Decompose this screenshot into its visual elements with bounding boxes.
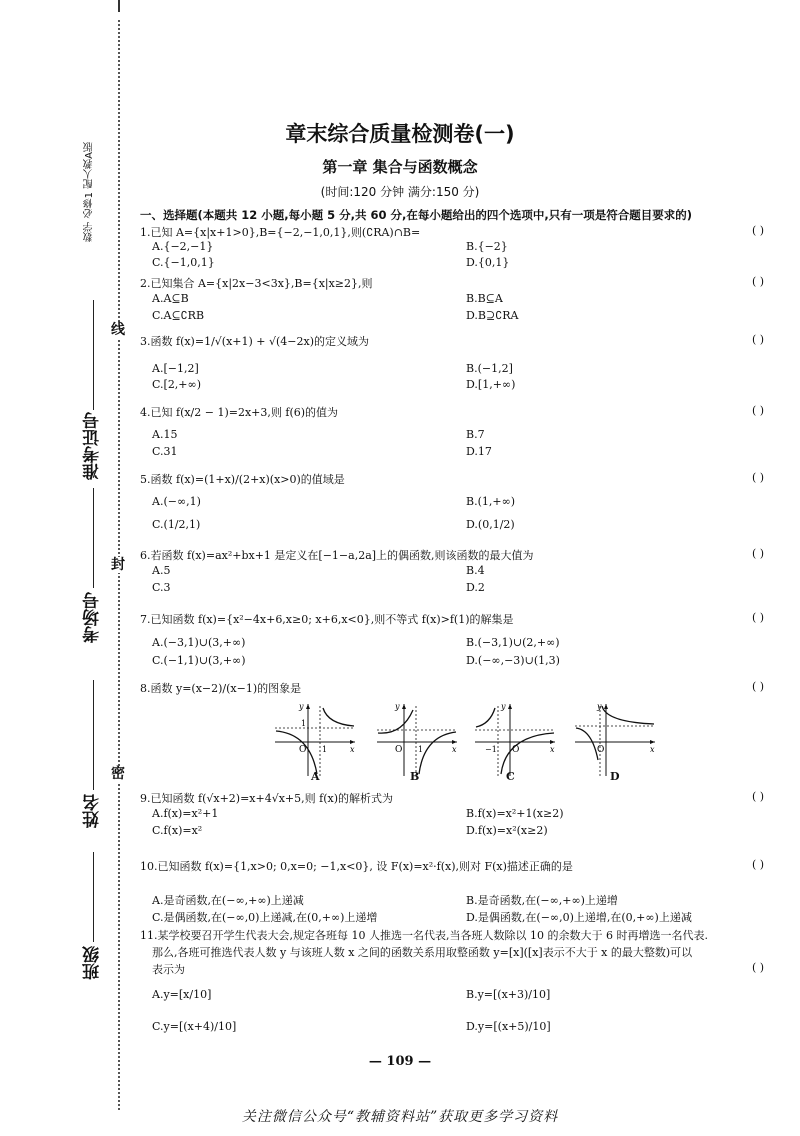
x-axis-arrow-icon: [452, 740, 457, 744]
q3-option-a: A.[−1,2]: [152, 362, 199, 375]
curve-left-branch: [576, 728, 598, 760]
y-axis-arrow-icon: [402, 704, 406, 709]
q11-option-c: C.y=[(x+4)/10]: [152, 1020, 237, 1033]
field-class: 班级: [83, 946, 103, 980]
q3-option-d: D.[1,+∞): [466, 378, 516, 391]
q4-option-a: A.15: [152, 428, 178, 441]
answer-blank-10: ( ): [752, 858, 765, 871]
x-axis-label: x: [550, 745, 555, 754]
question-7: 7.已知函数 f(x)={x²−4x+6,x≥0; x+6,x<0},则不等式 f(x)>f(1)的解集是: [140, 613, 514, 626]
y-axis-arrow-icon: [508, 704, 512, 709]
margin-top-rule: [118, 0, 120, 12]
q6-option-a: A.5: [152, 564, 171, 577]
curve-left-branch: [276, 731, 317, 774]
graph-label-a: A: [311, 770, 320, 783]
graph-option-b: [372, 700, 462, 780]
exam-info: (时间:120 分钟 满分:150 分): [320, 185, 480, 199]
y-axis-label: y: [395, 702, 400, 711]
fill-line-name: [93, 680, 94, 790]
q11-option-d: D.y=[(x+5)/10]: [466, 1020, 551, 1033]
q11-option-a: A.y=[x/10]: [152, 988, 212, 1001]
q5-option-a: A.(−∞,1): [152, 495, 201, 508]
y-axis-label: y: [501, 702, 506, 711]
seal-mark-secret: 密: [111, 766, 125, 782]
field-name: 姓名: [83, 794, 103, 828]
q3-option-c: C.[2,+∞): [152, 378, 201, 391]
fill-line-exam-id: [93, 300, 94, 410]
q10-option-a: A.是奇函数,在(−∞,+∞)上递减: [152, 894, 304, 907]
q6-option-c: C.3: [152, 581, 171, 594]
page-number: — 109 —: [368, 1054, 432, 1069]
q4-option-c: C.31: [152, 445, 178, 458]
answer-blank-5: ( ): [752, 471, 765, 484]
q7-option-b: B.(−3,1)∪(2,+∞): [466, 636, 560, 649]
field-room: 考场号: [83, 592, 103, 643]
origin-label: O: [597, 745, 605, 755]
question-3: 3.函数 f(x)=1/√(x+1) + √(4−2x)的定义域为: [140, 335, 370, 348]
question-11-line-2: 那么,各班可推选代表人数 y 与该班人数 x 之间的函数关系用取整函数 y=[x]([x]表示不大于 x 的最大整数)可以: [152, 946, 693, 959]
curve-right-branch: [501, 733, 554, 774]
x-axis-label: x: [452, 745, 457, 754]
q7-option-c: C.(−1,1)∪(3,+∞): [152, 654, 246, 667]
q5-option-c: C.(1/2,1): [152, 518, 201, 531]
origin-label: O: [299, 745, 307, 755]
answer-blank-6: ( ): [752, 547, 765, 560]
field-exam-id: 准考证号: [83, 412, 103, 480]
q6-option-d: D.2: [466, 581, 485, 594]
curve-left-branch: [378, 710, 413, 733]
graph-label-d: D: [610, 770, 620, 783]
origin-label: O: [512, 745, 520, 755]
curve-right-branch: [323, 708, 354, 726]
graph-option-d: [570, 700, 660, 780]
footer-note: 关注微信公众号“教辅资料站”获取更多学习资料: [241, 1109, 559, 1125]
question-6: 6.若函数 f(x)=ax²+bx+1 是定义在[−1−a,2a]上的偶函数,则该函数的最大值为: [140, 549, 534, 562]
q5-option-b: B.(1,+∞): [466, 495, 516, 508]
question-5: 5.函数 f(x)=(1+x)/(2+x)(x>0)的值域是: [140, 473, 345, 486]
q4-option-d: D.17: [466, 445, 492, 458]
answer-blank-11: ( ): [752, 961, 765, 974]
exam-title: 章末综合质量检测卷(一): [285, 122, 515, 146]
answer-blank-3: ( ): [752, 333, 765, 346]
question-8: 8.函数 y=(x−2)/(x−1)的图象是: [140, 682, 302, 695]
tick-label-1: 1: [418, 745, 424, 754]
x-axis-label: x: [650, 745, 655, 754]
x-axis-arrow-icon: [650, 740, 655, 744]
q9-option-c: C.f(x)=x²: [152, 824, 203, 837]
curve-right-branch: [602, 706, 654, 724]
q10-option-c: C.是偶函数,在(−∞,0)上递减,在(0,+∞)上递增: [152, 911, 378, 924]
answer-blank-4: ( ): [752, 404, 765, 417]
q1-option-b: B.{−2}: [466, 240, 508, 253]
question-11-line-3: 表示为: [152, 963, 185, 976]
q9-option-a: A.f(x)=x²+1: [152, 807, 219, 820]
q3-option-b: B.(−1,2]: [466, 362, 513, 375]
question-4: 4.已知 f(x/2 − 1)=2x+3,则 f(6)的值为: [140, 406, 339, 419]
y-axis-label: y: [597, 702, 602, 711]
q10-option-d: D.是偶函数,在(−∞,0)上递增,在(0,+∞)上递减: [466, 911, 692, 924]
answer-blank-1: ( ): [752, 224, 765, 237]
q2-option-a: A.A⊆B: [152, 292, 189, 305]
q5-option-d: D.(0,1/2): [466, 518, 515, 531]
answer-blank-9: ( ): [752, 790, 765, 803]
y-axis-label: y: [299, 702, 304, 711]
question-2: 2.已知集合 A={x|2x−3<3x},B={x|x≥2},则: [140, 277, 373, 290]
origin-label: O: [395, 745, 403, 755]
q2-option-c: C.A⊆∁RB: [152, 309, 205, 322]
q9-option-d: D.f(x)=x²(x≥2): [466, 824, 548, 837]
q1-option-a: A.{−2,−1}: [152, 240, 214, 253]
book-info: 数学 必修1 配人教A版: [84, 142, 95, 242]
question-11-line-1: 11.某学校要召开学生代表大会,规定各班每 10 人推选一名代表,当各班人数除以 10 的余数大于 6 时再增选一名代表.: [140, 929, 708, 942]
graph-label-b: B: [410, 770, 420, 783]
q7-option-d: D.(−∞,−3)∪(1,3): [466, 654, 560, 667]
seal-mark-seal: 封: [111, 557, 125, 573]
seal-mark-line: 线: [111, 322, 125, 338]
question-9: 9.已知函数 f(√x+2)=x+4√x+5,则 f(x)的解析式为: [140, 792, 393, 805]
q2-option-d: D.B⊇∁RA: [466, 309, 519, 322]
tick-label-1: 1: [322, 745, 328, 754]
y-axis-arrow-icon: [604, 704, 608, 709]
q2-option-b: B.B⊆A: [466, 292, 503, 305]
curve-left-branch: [476, 708, 495, 727]
tick-label-neg1: −1: [485, 745, 497, 754]
x-axis-label: x: [350, 745, 355, 754]
fill-line-class: [93, 852, 94, 942]
x-axis-arrow-icon: [550, 740, 555, 744]
graph-option-c: [470, 700, 560, 780]
section-heading: 一、选择题(本题共 12 小题,每小题 5 分,共 60 分,在每小题给出的四个选项中,只有一项是符合题目要求的): [140, 208, 693, 222]
fill-line-room: [93, 488, 94, 588]
q1-option-d: D.{0,1}: [466, 256, 510, 269]
graph-label-c: C: [506, 770, 515, 783]
question-10: 10.已知函数 f(x)={1,x>0; 0,x=0; −1,x<0}, 设 F(x)=x²·f(x),则对 F(x)描述正确的是: [140, 860, 573, 873]
q6-option-b: B.4: [466, 564, 485, 577]
y-axis-arrow-icon: [306, 704, 310, 709]
chapter-title: 第一章 集合与函数概念: [322, 158, 478, 176]
q9-option-b: B.f(x)=x²+1(x≥2): [466, 807, 564, 820]
q4-option-b: B.7: [466, 428, 485, 441]
graph-option-a: [270, 700, 360, 780]
answer-blank-8: ( ): [752, 680, 765, 693]
x-axis-arrow-icon: [350, 740, 355, 744]
q10-option-b: B.是奇函数,在(−∞,+∞)上递增: [466, 894, 618, 907]
curve-right-branch: [419, 732, 456, 774]
q7-option-a: A.(−3,1)∪(3,+∞): [152, 636, 246, 649]
question-1: 1.已知 A={x|x+1>0},B={−2,−1,0,1},则(∁RA)∩B=: [140, 226, 421, 239]
q1-option-c: C.{−1,0,1}: [152, 256, 215, 269]
answer-blank-7: ( ): [752, 611, 765, 624]
q11-option-b: B.y=[(x+3)/10]: [466, 988, 551, 1001]
tick-label-y1: 1: [301, 719, 307, 728]
answer-blank-2: ( ): [752, 275, 765, 288]
